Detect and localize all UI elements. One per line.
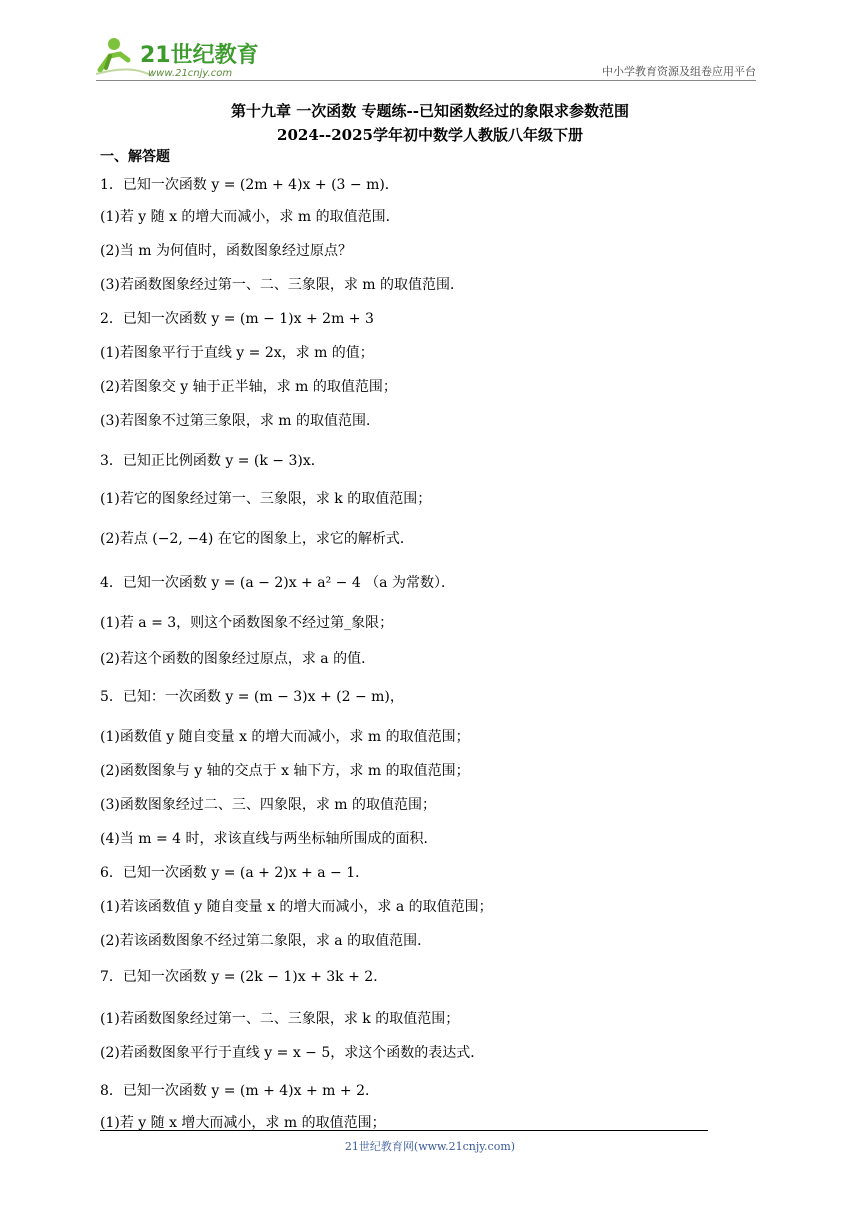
- question-line: (4)当 m = 4 时，求该直线与两坐标轴所围成的面积．: [100, 831, 438, 847]
- question-line: (3)若函数图象经过第一、二、三象限，求 m 的取值范围．: [100, 277, 465, 293]
- question-line: 7．已知一次函数 y = (2k − 1)x + 3k + 2．: [100, 969, 388, 985]
- question-line: (1)若图象平行于直线 y = 2x，求 m 的值；: [100, 345, 374, 361]
- question-line: (3)函数图象经过二、三、四象限，求 m 的取值范围；: [100, 797, 437, 813]
- question-line: 4．已知一次函数 y = (a − 2)x + a² − 4 （a 为常数）．: [100, 575, 455, 591]
- question-line: (1)函数值 y 随自变量 x 的增大而减小，求 m 的取值范围；: [100, 729, 470, 745]
- question-line: (2)若该函数图象不经过第二象限，求 a 的取值范围．: [100, 933, 432, 949]
- question-line: (1)若 y 随 x 的增大而减小，求 m 的取值范围．: [100, 209, 400, 225]
- question-line: 5．已知：一次函数 y = (m − 3)x + (2 − m)，: [100, 689, 404, 705]
- question-line: (1)若 y 随 x 增大而减小，求 m 的取值范围；: [100, 1115, 386, 1131]
- question-line: 2．已知一次函数 y = (m − 1)x + 2m + 3: [100, 311, 374, 327]
- site-logo: [92, 34, 262, 82]
- logo-text: 21世纪教育: [140, 43, 259, 68]
- page-title: 第十九章 一次函数 专题练--已知函数经过的象限求参数范围: [231, 102, 629, 120]
- header-divider: [96, 80, 756, 81]
- platform-name: 中小学教育资源及组卷应用平台: [602, 65, 756, 78]
- question-line: (2)若图象交 y 轴于正半轴，求 m 的取值范围；: [100, 379, 397, 395]
- question-line: (2)函数图象与 y 轴的交点于 x 轴下方，求 m 的取值范围；: [100, 763, 470, 779]
- question-line: (1)若函数图象经过第一、二、三象限，求 k 的取值范围；: [100, 1011, 460, 1027]
- question-line: (2)若这个函数的图象经过原点，求 a 的值．: [100, 651, 376, 667]
- question-line: 6．已知一次函数 y = (a + 2)x + a − 1．: [100, 865, 370, 881]
- question-line: 1．已知一次函数 y = (2m + 4)x + (3 − m)．: [100, 177, 399, 193]
- question-line: (3)若图象不过第三象限，求 m 的取值范围．: [100, 413, 381, 429]
- question-line: (2)当 m 为何值时，函数图象经过原点？: [100, 243, 353, 259]
- question-line: (2)若点 (−2, −4) 在它的图象上，求它的解析式．: [100, 531, 414, 547]
- question-line: 8．已知一次函数 y = (m + 4)x + m + 2．: [100, 1083, 379, 1099]
- runner-logo-icon: [92, 34, 262, 82]
- section-heading: 一、解答题: [100, 149, 170, 165]
- question-line: 3．已知正比例函数 y = (k − 3)x．: [100, 453, 325, 469]
- page-subtitle: 2024--2025学年初中数学人教版八年级下册: [277, 126, 583, 144]
- question-line: (1)若 a = 3，则这个函数图象不经过第_象限；: [100, 615, 394, 631]
- footer-link[interactable]: 21世纪教育网(www.21cnjy.com): [344, 1140, 516, 1153]
- logo-url: www.21cnjy.com: [148, 68, 233, 79]
- question-line: (1)若该函数值 y 随自变量 x 的增大而减小，求 a 的取值范围；: [100, 899, 493, 915]
- question-line: (2)若函数图象平行于直线 y = x − 5，求这个函数的表达式．: [100, 1045, 485, 1061]
- question-line: (1)若它的图象经过第一、三象限，求 k 的取值范围；: [100, 491, 432, 507]
